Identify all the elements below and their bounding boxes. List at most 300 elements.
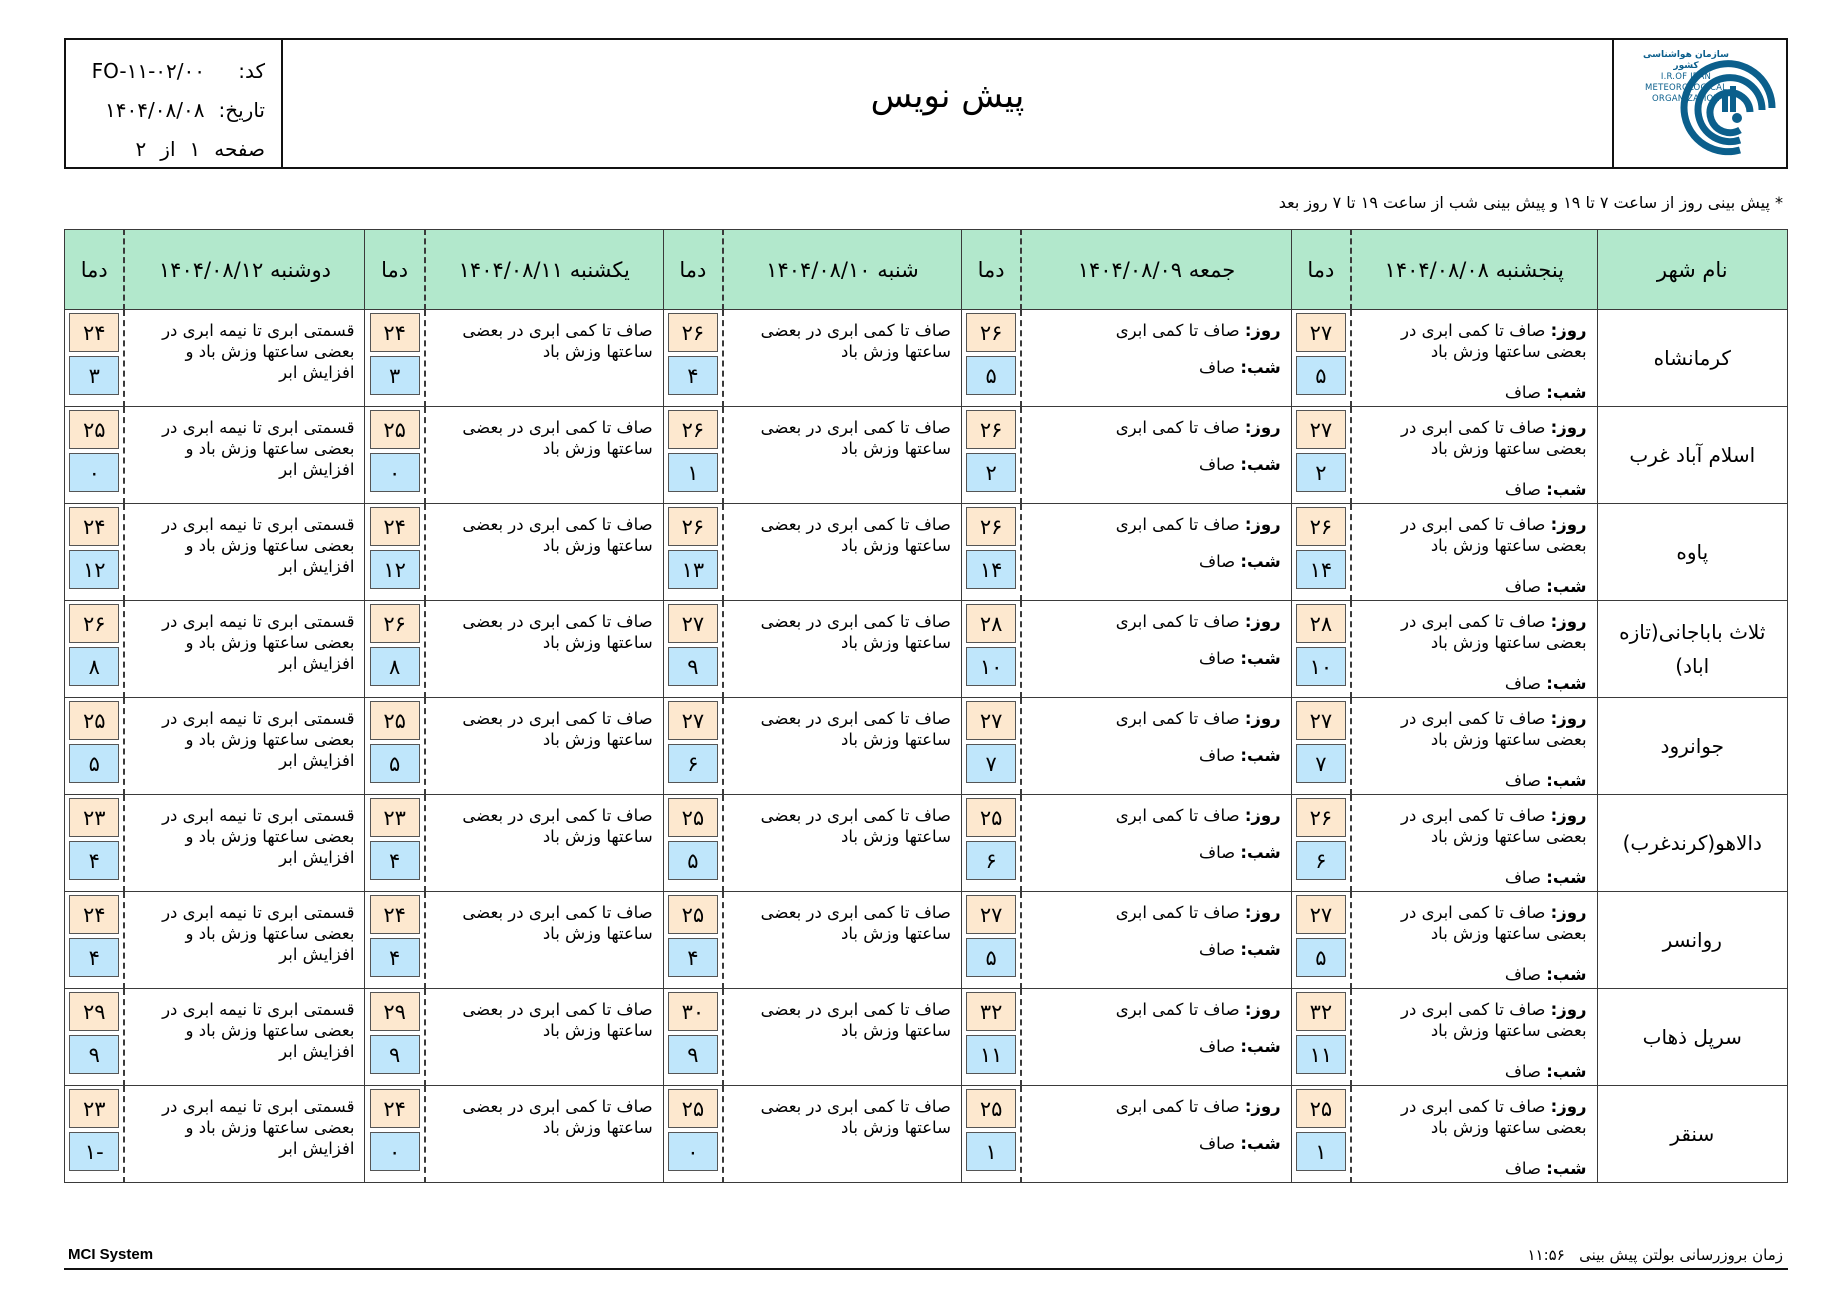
temperature-cell: [1291, 989, 1351, 1086]
day-text: صاف تا کمی ابری در بعضی ساعتها وزش باد: [1401, 321, 1587, 361]
forecast-description: [124, 310, 365, 407]
forecast-text: صاف تا کمی ابری در بعضی ساعتها وزش باد: [760, 903, 951, 943]
night-text: صاف: [1198, 1134, 1236, 1153]
night-forecast: [1032, 357, 1280, 378]
temperature-cell: [365, 795, 425, 892]
night-text: صاف: [1198, 1037, 1236, 1056]
temperature-cell: [1291, 698, 1351, 795]
page-of: از: [160, 137, 176, 161]
day-label: روز:: [1550, 709, 1587, 728]
temperature-cell: [1291, 892, 1351, 989]
min-temperature: ۱: [668, 453, 718, 492]
city-column-header: نام شهر: [1597, 230, 1787, 310]
forecast-description: [723, 989, 961, 1086]
night-text: صاف: [1504, 1159, 1541, 1178]
night-label: شب:: [1240, 358, 1281, 377]
day-column-header: یکشنبه ۱۴۰۴/۰۸/۱۱: [425, 230, 663, 310]
temperature-cell: [365, 989, 425, 1086]
min-temperature: ۱: [1296, 1132, 1346, 1171]
night-forecast: [1362, 382, 1586, 403]
day-forecast: [1032, 805, 1280, 826]
night-label: شب:: [1240, 455, 1281, 474]
day-label: روز:: [1244, 806, 1281, 825]
forecast-table: [64, 229, 1788, 1183]
night-label: شب:: [1240, 843, 1281, 862]
city-name: روانسر: [1597, 892, 1787, 989]
max-temperature: ۲۵: [69, 701, 119, 740]
max-temperature: ۲۶: [966, 313, 1016, 352]
temperature-cell: [663, 310, 723, 407]
forecast-description: [425, 892, 663, 989]
forecast-description: [723, 698, 961, 795]
night-text: صاف: [1504, 771, 1541, 790]
forecast-text: صاف تا کمی ابری در بعضی ساعتها وزش باد: [760, 1000, 951, 1040]
forecast-text: صاف تا کمی ابری در بعضی ساعتها وزش باد: [760, 1097, 951, 1137]
table-row: [65, 407, 1788, 504]
max-temperature: ۲۵: [966, 1089, 1016, 1128]
document-meta: [66, 40, 283, 167]
temp-column-header: دما: [663, 230, 723, 310]
day-text: صاف تا کمی ابری در بعضی ساعتها وزش باد: [1401, 1000, 1587, 1040]
night-label: شب:: [1546, 771, 1587, 790]
forecast-description: [425, 698, 663, 795]
night-text: صاف: [1504, 480, 1541, 499]
temperature-cell: [961, 698, 1021, 795]
max-temperature: ۲۷: [1296, 313, 1346, 352]
city-name: سنقر: [1597, 1086, 1787, 1183]
night-label: شب:: [1240, 649, 1281, 668]
min-temperature: ۶: [1296, 841, 1346, 880]
code-row: [66, 52, 265, 91]
forecast-description: [1021, 504, 1291, 601]
forecast-text: صاف تا کمی ابری در بعضی ساعتها وزش باد: [462, 1097, 653, 1137]
day-text: صاف تا کمی ابری در بعضی ساعتها وزش باد: [1401, 515, 1587, 555]
day-column-header: شنبه ۱۴۰۴/۰۸/۱۰: [723, 230, 961, 310]
night-text: صاف: [1504, 577, 1541, 596]
max-temperature: ۲۴: [69, 313, 119, 352]
temp-column-header: دما: [961, 230, 1021, 310]
night-text: صاف: [1504, 674, 1541, 693]
day-text: صاف تا کمی ابری در بعضی ساعتها وزش باد: [1401, 903, 1587, 943]
min-temperature: ۱۲: [69, 550, 119, 589]
min-temperature: ۱۲: [370, 550, 420, 589]
max-temperature: ۲۵: [69, 410, 119, 449]
city-name: پاوه: [1597, 504, 1787, 601]
night-forecast: [1032, 648, 1280, 669]
day-forecast: [1032, 320, 1280, 341]
date-value: ۱۴۰۴/۰۸/۰۸: [105, 98, 205, 122]
min-temperature: ۰: [370, 453, 420, 492]
max-temperature: ۲۷: [1296, 895, 1346, 934]
night-text: صاف: [1504, 383, 1541, 402]
night-label: شب:: [1240, 1037, 1281, 1056]
temp-column-header: دما: [1291, 230, 1351, 310]
day-forecast: [1362, 320, 1586, 362]
night-forecast: [1032, 939, 1280, 960]
max-temperature: ۲۷: [966, 895, 1016, 934]
logo-text-fa: سازمان هواشناسی کشور: [1642, 50, 1729, 71]
night-forecast: [1362, 770, 1586, 791]
max-temperature: ۲۵: [370, 410, 420, 449]
day-label: روز:: [1550, 515, 1587, 534]
temperature-cell: [1291, 504, 1351, 601]
day-forecast: [1032, 417, 1280, 438]
day-label: روز:: [1244, 418, 1281, 437]
max-temperature: ۲۷: [966, 701, 1016, 740]
night-text: صاف: [1198, 649, 1236, 668]
day-text: صاف تا کمی ابری: [1115, 806, 1240, 825]
night-forecast: [1362, 964, 1586, 985]
update-time: ۱۱:۵۶: [1527, 1246, 1565, 1264]
day-column-header: دوشنبه ۱۴۰۴/۰۸/۱۲: [124, 230, 365, 310]
page-label: صفحه: [214, 137, 265, 161]
temperature-cell: [1291, 1086, 1351, 1183]
max-temperature: ۲۴: [69, 895, 119, 934]
forecast-note: * پیش بینی روز از ساعت ۷ تا ۱۹ و پیش بینی شب از ساعت ۱۹ تا ۷ روز بعد: [1278, 193, 1783, 212]
night-label: شب:: [1546, 965, 1587, 984]
table-row: [65, 892, 1788, 989]
night-label: شب:: [1240, 940, 1281, 959]
day-label: روز:: [1550, 321, 1587, 340]
day-forecast: [1032, 999, 1280, 1020]
forecast-description: [1351, 989, 1597, 1086]
max-temperature: ۲۳: [69, 798, 119, 837]
night-forecast: [1362, 576, 1586, 597]
temp-column-header: دما: [65, 230, 125, 310]
min-temperature: ۵: [1296, 938, 1346, 977]
day-label: روز:: [1550, 903, 1587, 922]
day-label: روز:: [1244, 1000, 1281, 1019]
max-temperature: ۲۶: [966, 507, 1016, 546]
forecast-description: [1351, 698, 1597, 795]
max-temperature: ۲۶: [1296, 798, 1346, 837]
max-temperature: ۲۷: [668, 701, 718, 740]
code-label: کد:: [238, 59, 265, 83]
day-forecast: [1032, 514, 1280, 535]
day-forecast: [1032, 611, 1280, 632]
temperature-cell: [65, 989, 125, 1086]
temp-column-header: دما: [365, 230, 425, 310]
logo-text: [1630, 50, 1742, 105]
night-label: شب:: [1546, 868, 1587, 887]
day-text: صاف تا کمی ابری: [1115, 903, 1240, 922]
max-temperature: ۲۵: [370, 701, 420, 740]
temperature-cell: [1291, 795, 1351, 892]
day-forecast: [1362, 514, 1586, 556]
night-text: صاف: [1198, 843, 1236, 862]
forecast-description: [1021, 892, 1291, 989]
day-column-header: پنجشنبه ۱۴۰۴/۰۸/۰۸: [1351, 230, 1597, 310]
day-forecast: [1362, 708, 1586, 750]
night-text: صاف: [1198, 940, 1236, 959]
forecast-text: قسمتی ابری تا نیمه ابری در بعضی ساعتها وزش باد و افزایش ابر: [162, 418, 355, 479]
min-temperature: ۲: [1296, 453, 1346, 492]
night-text: صاف: [1198, 358, 1236, 377]
min-temperature: ۳: [370, 356, 420, 395]
forecast-text: قسمتی ابری تا نیمه ابری در بعضی ساعتها وزش باد و افزایش ابر: [162, 612, 355, 673]
forecast-text: صاف تا کمی ابری در بعضی ساعتها وزش باد: [760, 321, 951, 361]
max-temperature: ۲۷: [1296, 410, 1346, 449]
temperature-cell: [65, 601, 125, 698]
night-text: صاف: [1504, 965, 1541, 984]
max-temperature: ۲۵: [668, 895, 718, 934]
night-label: شب:: [1546, 383, 1587, 402]
min-temperature: ۵: [370, 744, 420, 783]
day-text: صاف تا کمی ابری: [1115, 1000, 1240, 1019]
forecast-table-body: [65, 310, 1788, 1183]
forecast-description: [723, 1086, 961, 1183]
temperature-cell: [365, 892, 425, 989]
night-forecast: [1362, 673, 1586, 694]
max-temperature: ۲۵: [1296, 1089, 1346, 1128]
footer-system-name: MCI System: [68, 1246, 154, 1263]
day-forecast: [1362, 805, 1586, 847]
temperature-cell: [961, 504, 1021, 601]
night-forecast: [1032, 842, 1280, 863]
page-current: ۱: [189, 137, 201, 161]
min-temperature: ۵: [1296, 356, 1346, 395]
forecast-description: [1351, 504, 1597, 601]
temperature-cell: [663, 407, 723, 504]
forecast-description: [124, 504, 365, 601]
min-temperature: ۵: [966, 356, 1016, 395]
min-temperature: ۴: [668, 938, 718, 977]
table-row: [65, 504, 1788, 601]
table-row: [65, 698, 1788, 795]
day-forecast: [1362, 999, 1586, 1041]
min-temperature: ۸: [69, 647, 119, 686]
min-temperature: ۹: [668, 647, 718, 686]
temperature-cell: [65, 698, 125, 795]
night-forecast: [1032, 1036, 1280, 1057]
max-temperature: ۲۸: [1296, 604, 1346, 643]
forecast-description: [425, 310, 663, 407]
day-label: روز:: [1550, 1097, 1587, 1116]
night-label: شب:: [1240, 746, 1281, 765]
forecast-description: [425, 504, 663, 601]
forecast-description: [425, 601, 663, 698]
day-label: روز:: [1244, 515, 1281, 534]
night-forecast: [1362, 867, 1586, 888]
forecast-description: [723, 310, 961, 407]
temperature-cell: [663, 989, 723, 1086]
forecast-text: قسمتی ابری تا نیمه ابری در بعضی ساعتها وزش باد و افزایش ابر: [162, 903, 355, 964]
min-temperature: ۱۱: [966, 1035, 1016, 1074]
day-text: صاف تا کمی ابری در بعضی ساعتها وزش باد: [1401, 806, 1587, 846]
forecast-description: [723, 892, 961, 989]
forecast-text: صاف تا کمی ابری در بعضی ساعتها وزش باد: [760, 515, 951, 555]
day-label: روز:: [1550, 806, 1587, 825]
temperature-cell: [961, 1086, 1021, 1183]
max-temperature: ۳۰: [668, 992, 718, 1031]
footer-update-info: [1527, 1246, 1783, 1264]
temperature-cell: [663, 601, 723, 698]
forecast-description: [425, 989, 663, 1086]
min-temperature: ۱۴: [966, 550, 1016, 589]
temperature-cell: [65, 310, 125, 407]
max-temperature: ۲۹: [370, 992, 420, 1031]
logo-text-en-3: ORGANIZATION: [1652, 94, 1720, 104]
min-temperature: ۴: [69, 841, 119, 880]
forecast-description: [425, 1086, 663, 1183]
night-text: صاف: [1198, 455, 1236, 474]
max-temperature: ۲۶: [668, 313, 718, 352]
forecast-text: قسمتی ابری تا نیمه ابری در بعضی ساعتها وزش باد و افزایش ابر: [162, 321, 355, 382]
forecast-description: [425, 407, 663, 504]
temperature-cell: [65, 795, 125, 892]
day-column-header: جمعه ۱۴۰۴/۰۸/۰۹: [1021, 230, 1291, 310]
max-temperature: ۲۳: [370, 798, 420, 837]
night-text: صاف: [1504, 1062, 1541, 1081]
temperature-cell: [365, 698, 425, 795]
night-label: شب:: [1240, 552, 1281, 571]
forecast-text: صاف تا کمی ابری در بعضی ساعتها وزش باد: [462, 709, 653, 749]
max-temperature: ۲۶: [668, 507, 718, 546]
min-temperature: ۹: [69, 1035, 119, 1074]
min-temperature: ۱: [966, 1132, 1016, 1171]
min-temperature: ۴: [370, 938, 420, 977]
min-temperature: ۷: [966, 744, 1016, 783]
max-temperature: ۲۴: [370, 507, 420, 546]
forecast-text: صاف تا کمی ابری در بعضی ساعتها وزش باد: [462, 903, 653, 943]
min-temperature: ۲: [966, 453, 1016, 492]
table-row: [65, 795, 1788, 892]
forecast-description: [723, 795, 961, 892]
date-row: [66, 91, 265, 130]
forecast-text: صاف تا کمی ابری در بعضی ساعتها وزش باد: [462, 321, 653, 361]
night-forecast: [1362, 1061, 1586, 1082]
forecast-text: قسمتی ابری تا نیمه ابری در بعضی ساعتها وزش باد و افزایش ابر: [162, 1000, 355, 1061]
temperature-cell: [663, 698, 723, 795]
forecast-description: [1021, 698, 1291, 795]
max-temperature: ۲۴: [370, 1089, 420, 1128]
temperature-cell: [961, 310, 1021, 407]
day-text: صاف تا کمی ابری در بعضی ساعتها وزش باد: [1401, 1097, 1587, 1137]
max-temperature: ۲۶: [69, 604, 119, 643]
day-label: روز:: [1244, 903, 1281, 922]
max-temperature: ۲۶: [1296, 507, 1346, 546]
forecast-description: [1021, 989, 1291, 1086]
night-label: شب:: [1546, 577, 1587, 596]
forecast-description: [1351, 1086, 1597, 1183]
forecast-description: [1021, 601, 1291, 698]
temperature-cell: [65, 407, 125, 504]
page-total: ۲: [135, 137, 147, 161]
max-temperature: ۳۲: [1296, 992, 1346, 1031]
min-temperature: ۸: [370, 647, 420, 686]
max-temperature: ۲۸: [966, 604, 1016, 643]
city-name: سرپل ذهاب: [1597, 989, 1787, 1086]
forecast-description: [1351, 795, 1597, 892]
temperature-cell: [1291, 407, 1351, 504]
max-temperature: ۳۲: [966, 992, 1016, 1031]
day-text: صاف تا کمی ابری: [1115, 515, 1240, 534]
day-label: روز:: [1550, 1000, 1587, 1019]
temperature-cell: [961, 601, 1021, 698]
min-temperature: ۵: [966, 938, 1016, 977]
min-temperature: ۰: [370, 1132, 420, 1171]
forecast-description: [1021, 310, 1291, 407]
forecast-text: صاف تا کمی ابری در بعضی ساعتها وزش باد: [760, 612, 951, 652]
date-label: تاریخ:: [218, 98, 265, 122]
temperature-cell: [663, 795, 723, 892]
temperature-cell: [663, 892, 723, 989]
day-text: صاف تا کمی ابری در بعضی ساعتها وزش باد: [1401, 418, 1587, 458]
night-forecast: [1362, 1158, 1586, 1179]
min-temperature: ۱۱: [1296, 1035, 1346, 1074]
min-temperature: ۱۳: [668, 550, 718, 589]
day-forecast: [1362, 1096, 1586, 1138]
max-temperature: ۲۷: [668, 604, 718, 643]
temperature-cell: [65, 1086, 125, 1183]
night-label: شب:: [1546, 1159, 1587, 1178]
max-temperature: ۲۶: [668, 410, 718, 449]
night-label: شب:: [1546, 480, 1587, 499]
max-temperature: ۲۳: [69, 1089, 119, 1128]
night-forecast: [1032, 745, 1280, 766]
max-temperature: ۲۵: [668, 1089, 718, 1128]
temperature-cell: [961, 795, 1021, 892]
logo-text-en-1: I.R.OF IRAN: [1660, 72, 1712, 82]
night-text: صاف: [1504, 868, 1541, 887]
forecast-text: صاف تا کمی ابری در بعضی ساعتها وزش باد: [462, 612, 653, 652]
min-temperature: ۳: [69, 356, 119, 395]
temperature-cell: [663, 1086, 723, 1183]
temperature-cell: [961, 892, 1021, 989]
forecast-description: [124, 601, 365, 698]
table-header-row: [65, 230, 1788, 310]
temperature-cell: [1291, 310, 1351, 407]
logo-text-en-2: METEOROLOGICAL: [1644, 83, 1728, 93]
night-text: صاف: [1198, 552, 1236, 571]
forecast-description: [124, 989, 365, 1086]
night-label: شب:: [1546, 1062, 1587, 1081]
forecast-text: قسمتی ابری تا نیمه ابری در بعضی ساعتها وزش باد و افزایش ابر: [162, 1097, 355, 1158]
min-temperature: ۵: [69, 744, 119, 783]
forecast-text: صاف تا کمی ابری در بعضی ساعتها وزش باد: [462, 515, 653, 555]
temperature-cell: [365, 310, 425, 407]
day-text: صاف تا کمی ابری: [1115, 418, 1240, 437]
temperature-cell: [365, 601, 425, 698]
day-forecast: [1362, 611, 1586, 653]
max-temperature: ۲۴: [370, 313, 420, 352]
document-title: پیش نویس: [870, 75, 1025, 116]
night-text: صاف: [1198, 746, 1236, 765]
day-label: روز:: [1244, 709, 1281, 728]
temperature-cell: [65, 892, 125, 989]
min-temperature: ۰: [668, 1132, 718, 1171]
forecast-description: [1351, 407, 1597, 504]
day-text: صاف تا کمی ابری: [1115, 612, 1240, 631]
night-forecast: [1032, 454, 1280, 475]
min-temperature: ۹: [668, 1035, 718, 1074]
table-row: [65, 310, 1788, 407]
table-row: [65, 601, 1788, 698]
max-temperature: ۲۷: [1296, 701, 1346, 740]
footer-divider: [64, 1268, 1788, 1270]
day-label: روز:: [1244, 321, 1281, 340]
day-label: روز:: [1550, 612, 1587, 631]
temperature-cell: [961, 407, 1021, 504]
min-temperature: ۷: [1296, 744, 1346, 783]
min-temperature: ۱۰: [966, 647, 1016, 686]
max-temperature: ۲۵: [668, 798, 718, 837]
forecast-description: [124, 892, 365, 989]
day-forecast: [1362, 417, 1586, 459]
document-header: [64, 38, 1788, 169]
forecast-text: صاف تا کمی ابری در بعضی ساعتها وزش باد: [760, 806, 951, 846]
forecast-text: صاف تا کمی ابری در بعضی ساعتها وزش باد: [462, 418, 653, 458]
